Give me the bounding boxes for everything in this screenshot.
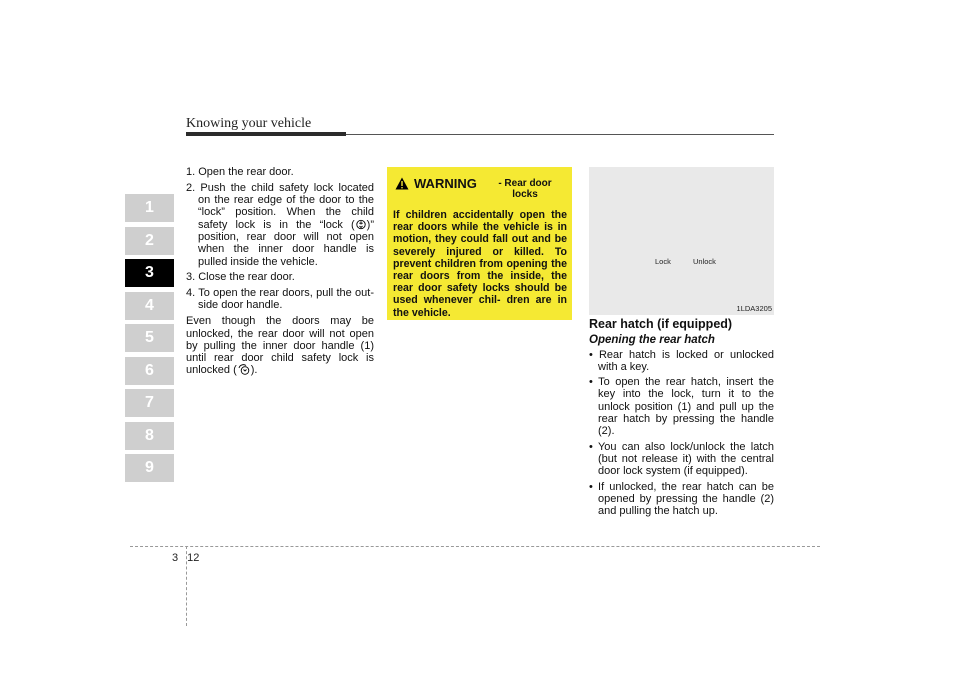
page-chapter: 3: [172, 552, 179, 564]
step-3: 3. Close the rear door.: [186, 271, 295, 284]
child-lock-instructions: [186, 166, 374, 377]
warning-word: WARNING: [414, 176, 477, 191]
header-title: Knowing your vehicle: [186, 116, 312, 131]
step-1: 1. Open the rear door.: [186, 166, 294, 178]
chapter-tab-1[interactable]: 1: [125, 194, 174, 222]
bullet-2: • To open the rear hatch, insert the key into the lock, turn it to the unlock position (1) and pull up the rear hatch by pressing the handle (2).: [589, 376, 774, 438]
step-2: [186, 182, 374, 268]
bullet-1: • Rear hatch is locked or unlocked with a key.: [589, 348, 774, 373]
bullet-4: • If unlocked, the rear hatch can be opened by pressing the handle (2) and pulling the hatch up.: [589, 480, 774, 518]
section-title: Rear hatch (if equipped): [589, 317, 733, 331]
chapter-tabs: [125, 194, 174, 487]
warning-triangle-icon: [395, 177, 409, 190]
step-2-text-b: )” position, rear door will not open when the inner door handle is pulled inside the vehicle.: [198, 218, 374, 268]
chapter-tab-2[interactable]: 2: [125, 227, 174, 255]
warning-body: If children accidentally open the rear doors while the vehicle is in motion, they could fall out and be severely injured or killed. To prevent children from opening the rear doors from the inside, the rear door safety locks should be used whenever chil- dren are in the vehicle.: [393, 209, 567, 319]
chapter-tab-4[interactable]: 4: [125, 292, 174, 320]
unlock-note-text-a: Even though the doors may be unlocked, the rear door will not open by pulling the inner door handle (1) until rear door child safety lock is unlocked (: [186, 315, 374, 377]
unlock-note-text-b: ).: [250, 364, 258, 377]
section-subtitle: Opening the rear hatch: [589, 334, 715, 347]
chapter-tab-7[interactable]: 7: [125, 389, 174, 417]
bullet-3: • You can also lock/unlock the latch (but not release it) with the central door lock system (if equipped).: [589, 440, 774, 478]
page-index: 12: [187, 552, 200, 564]
header-rule-thin: [346, 134, 774, 135]
chapter-tab-8[interactable]: 8: [125, 422, 174, 450]
footer-rule: [130, 546, 820, 547]
warning-subtitle: - Rear door locks: [498, 178, 552, 200]
child-lock-locked-icon: [356, 219, 366, 230]
chapter-tab-3[interactable]: 3: [125, 259, 174, 287]
chapter-tab-9[interactable]: 9: [125, 454, 174, 482]
page-number: [172, 552, 199, 564]
chapter-tab-6[interactable]: 6: [125, 357, 174, 385]
chapter-tab-5[interactable]: 5: [125, 324, 174, 352]
step-4: 4. To open the rear doors, pull the out- side door handle.: [186, 287, 374, 312]
figure-label-unlock: Unlock: [693, 257, 716, 266]
header-rule-thick: [186, 132, 346, 136]
warning-header: [393, 175, 567, 209]
figure-label-lock: Lock: [655, 257, 671, 266]
rear-hatch-section: [589, 318, 774, 520]
child-lock-unlocked-icon: [238, 364, 250, 375]
warning-box: [387, 167, 572, 320]
step-2-text-a: 2. Push the child safety lock located on the rear edge of the door to the “lock” position. When the child safety lock is in the “lock (: [186, 181, 374, 231]
unlock-note: [186, 315, 374, 376]
figure-code: 1LDA3205: [736, 304, 772, 313]
hatch-lock-figure: [589, 167, 774, 315]
